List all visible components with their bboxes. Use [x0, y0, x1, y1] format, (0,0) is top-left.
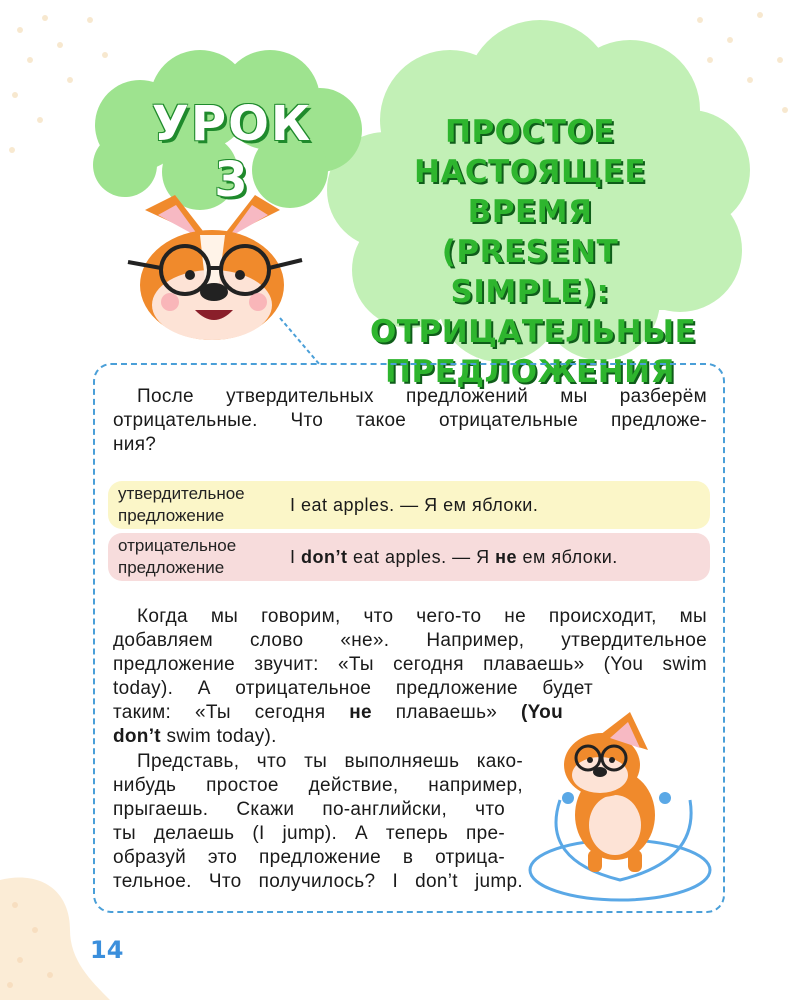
text-line: today). А отрицательное предложение будет [113, 678, 593, 699]
text-line: предложение звучит: «Ты сегодня плаваешь» (You swim [113, 654, 707, 675]
title-line: НАСТОЯЩЕЕ ВРЕМЯ [413, 154, 646, 230]
label-line: предложение [118, 506, 225, 525]
row-label [108, 535, 278, 579]
example-text: eat apples. — Я [347, 546, 496, 567]
page-number: 14 [90, 936, 124, 964]
example-text: ем яблоки. [516, 546, 618, 567]
lesson-label: УРОК 3 [151, 96, 313, 208]
label-line: утвердительное [118, 484, 245, 503]
text-line: ты делаешь (I jump). А теперь пре- [113, 823, 505, 844]
label-line: отрицательное [118, 536, 237, 555]
row-label [108, 483, 278, 527]
text-line [113, 725, 707, 749]
text-bold: не [349, 702, 372, 723]
topic-title [370, 112, 697, 392]
affirmative-row [108, 481, 710, 529]
text-line: отрицательные. Что такое отрицательные предложе- [113, 410, 707, 431]
text-line: Представь, что ты выполняешь како- [137, 751, 523, 772]
example-bold: не [495, 546, 517, 567]
title-line: ПРОСТОЕ [445, 114, 615, 150]
text-line: тельное. Что получилось? I don’t jump. [113, 871, 523, 892]
text-span: swim today). [160, 726, 277, 747]
text-line: Когда мы говорим, что чего-то не происходит, мы [137, 606, 707, 627]
example-text: I [290, 546, 302, 567]
title-line: ПРЕДЛОЖЕНИЯ [385, 354, 675, 390]
text-span: плаваешь» [371, 702, 521, 723]
text-bold: don’t [113, 726, 161, 747]
explanation-paragraph [113, 605, 707, 749]
fox-head-glasses-icon [128, 195, 302, 340]
negative-row [108, 533, 710, 581]
text-line: ния? [113, 434, 157, 455]
text-line [113, 701, 563, 725]
example-sentence [278, 547, 618, 568]
example-bold: don’t [301, 546, 348, 567]
title-line: (PRESENT SIMPLE): [441, 234, 619, 310]
example-sentence: I eat apples. — Я ем яблоки. [290, 494, 539, 515]
label-line: предложение [118, 558, 225, 577]
text-line: добавляем слово «не». Например, утвердительное [113, 630, 707, 651]
intro-paragraph [113, 385, 707, 457]
text-line: нибудь простое действие, например, [113, 775, 523, 796]
text-bold: (You [520, 702, 563, 723]
text-line: образуй это предложение в отрица- [113, 847, 505, 868]
title-line: ОТРИЦАТЕЛЬНЫЕ [370, 314, 697, 350]
text-line: После утвердительных предложений мы разберём [137, 386, 707, 407]
text-span: таким: «Ты сегодня [113, 702, 350, 723]
text-line: прыгаешь. Скажи по-английски, что [113, 799, 505, 820]
task-paragraph [113, 750, 523, 894]
